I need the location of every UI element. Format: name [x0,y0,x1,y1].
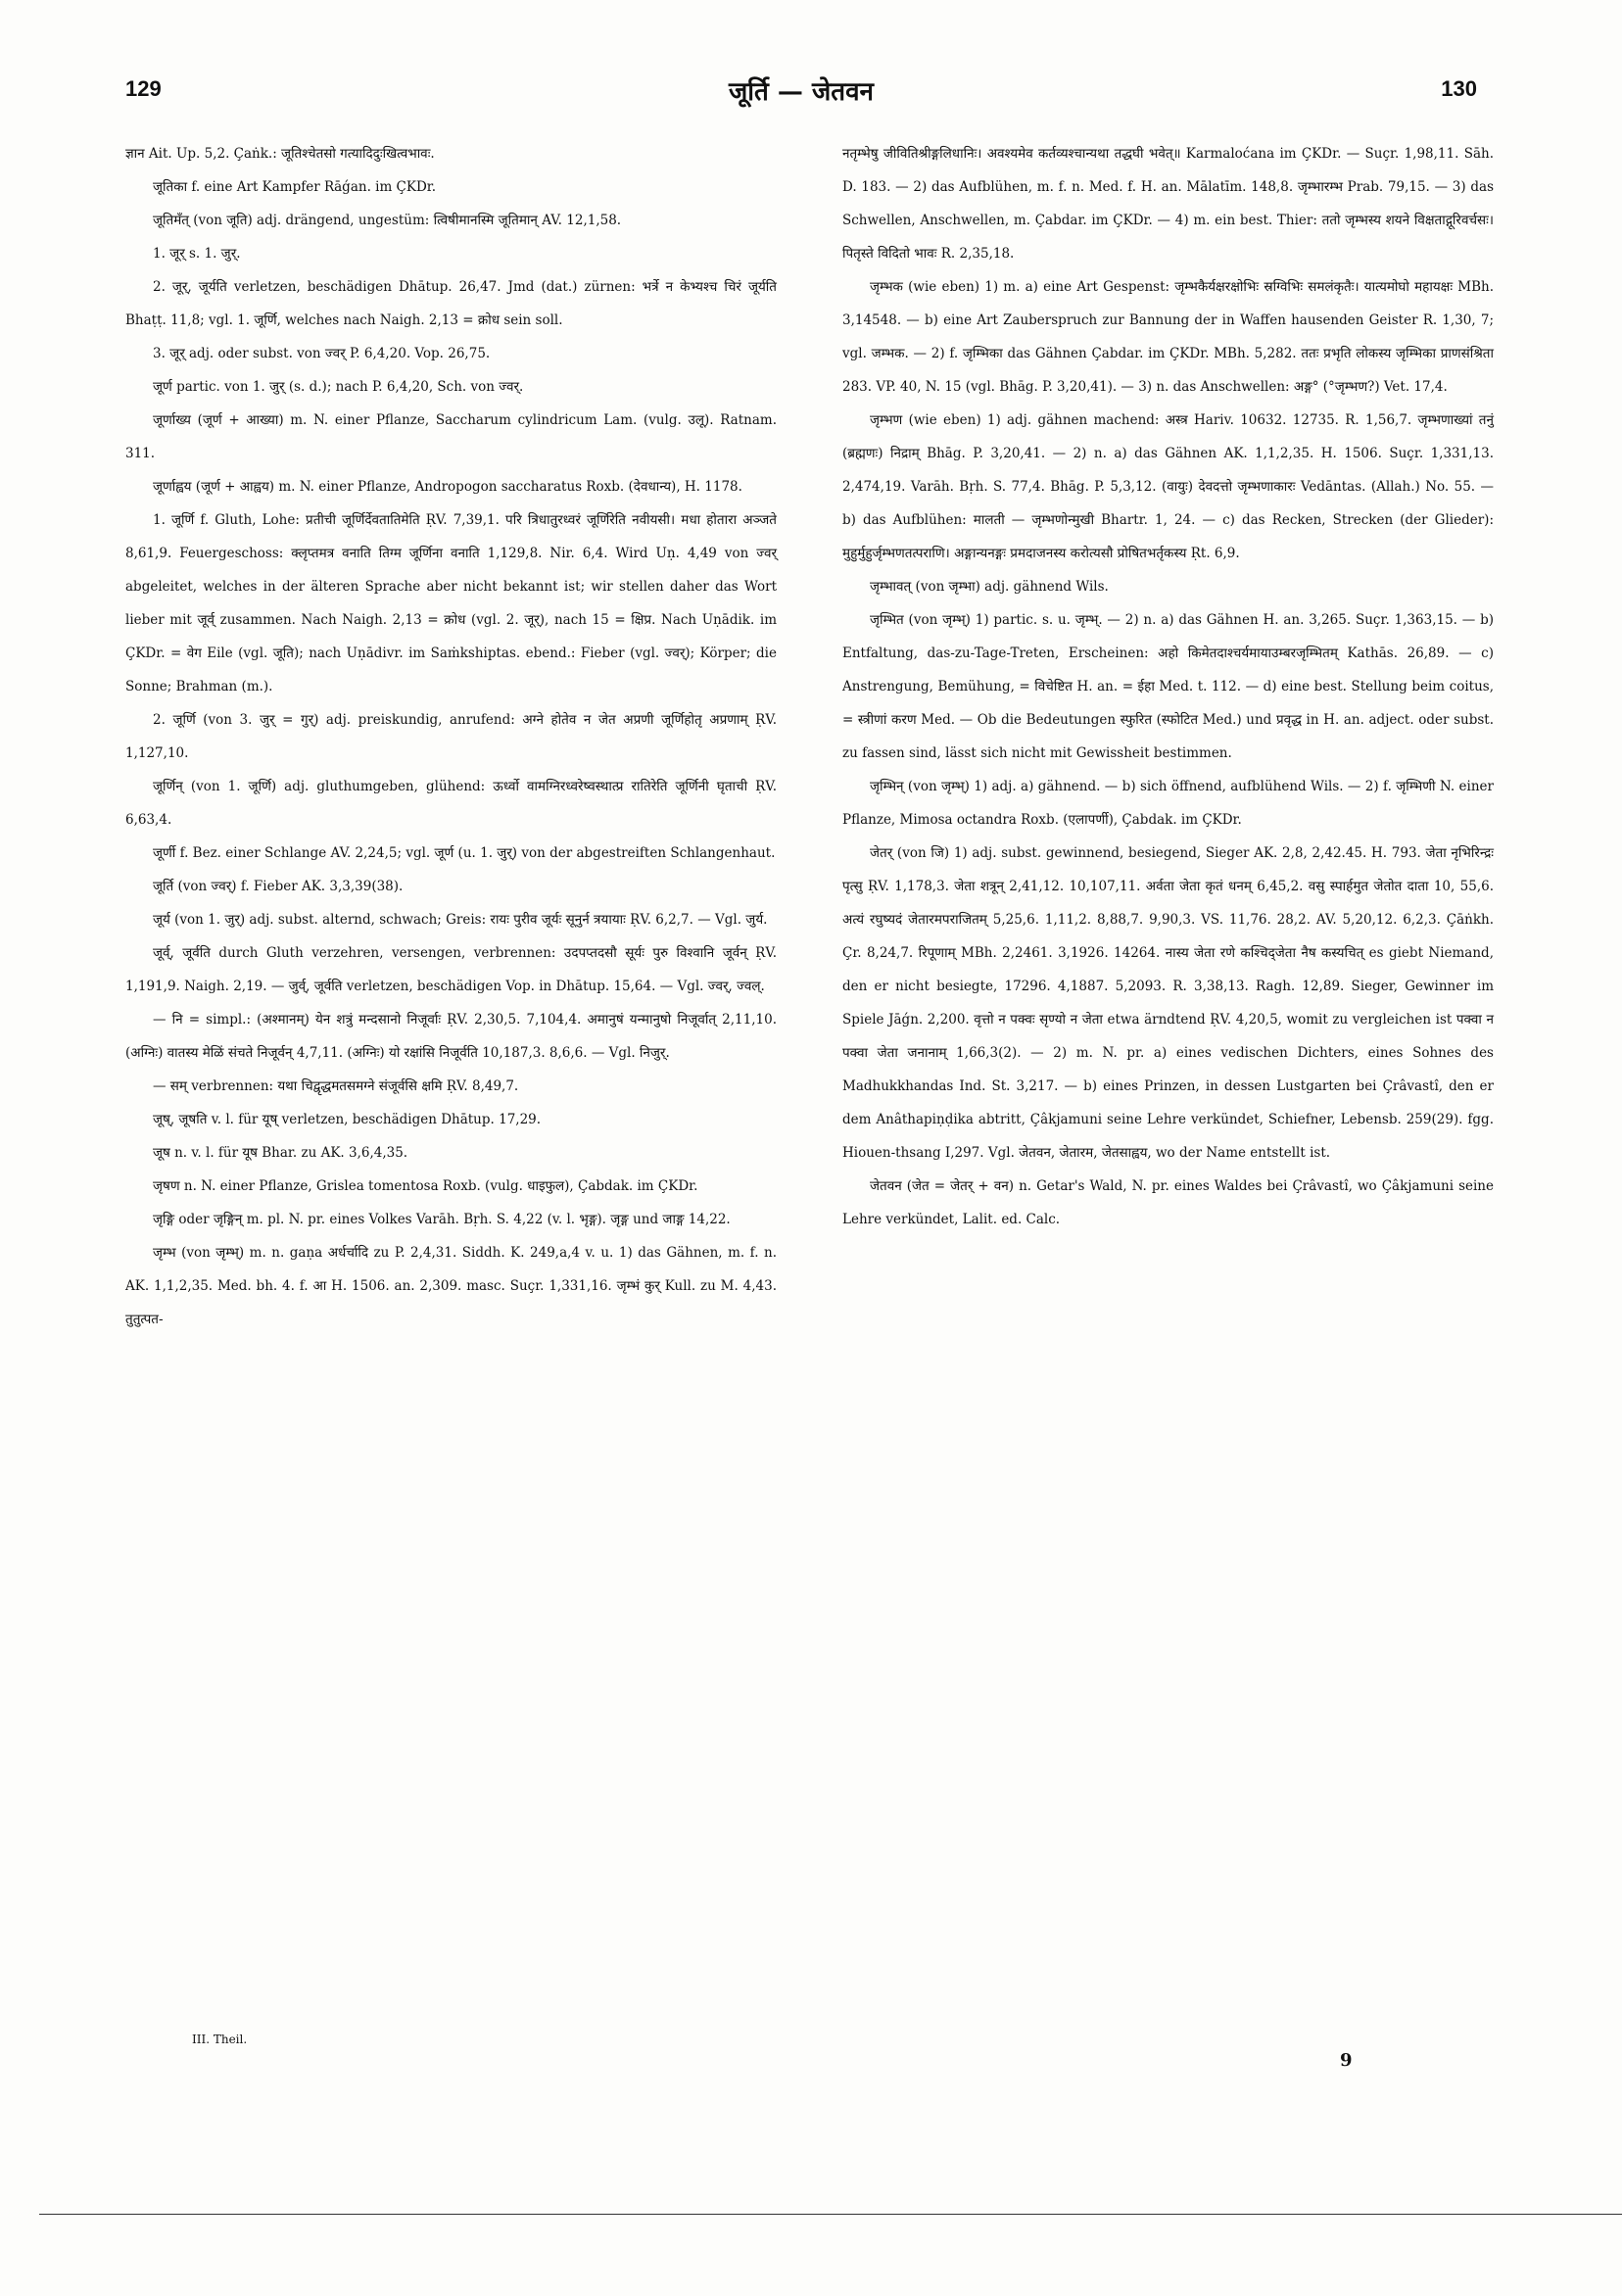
dictionary-entry: 1. जूर्णि f. Gluth, Lohe: प्रतीची जूर्णिर्देवतातिमेति ṚV. 7,39,1. परि त्रिधातुरध्वरं जूर्णिरेति नवीयसी। मधा होतारा अञ्जते 8,61,9. Feuergeschoss: क्लृप्तमत्र वनाति तिग्म जूर्णिना वनाति 1,129,8. Nir. 6,4. Wird Uṇ. 4,49 von ज्वर् abgeleitet, welches in der älteren Sprache aber nicht bekannt ist; wir stellen daher das Wort lieber mit जूर्व् zusammen. Nach Naigh. 2,13 = क्रोध (vgl. 2. जूर्), nach 15 = क्षिप्र. Nach Uṇādik. im ÇKDr. = वेग Eile (vgl. जूति); nach Uṇādivr. im Saṁkshiptas. ebend.: Fieber (vgl. ज्वर्); Körper; die Sonne; Brahman (m.). [125,512,777,694]
page-number-right: 130 [1441,76,1477,101]
dictionary-entry: जूर्णी f. Bez. einer Schlange AV. 2,24,5; vgl. जूर्ण (u. 1. जुर्) von der abgestreiften Schlangenhaut. [153,845,776,861]
dictionary-entry: जूर्णाख्य (जूर्ण + आख्या) m. N. einer Pflanze, Saccharum cylindricum Lam. (vulg. उलू). Ratnam. 311. [125,412,777,461]
dictionary-entry: जृङ्गि oder जृङ्गिन् m. pl. N. pr. eines Volkes Varāh. Bṛh. S. 4,22 (v. l. भृङ्ग). जृङ्ग und जाङ्ग 14,22. [153,1212,731,1227]
dictionary-entry: जृम्भिन् (von जृम्भ्) 1) adj. a) gähnend. — b) sich öffnend, aufblühend Wils. — 2) f. जृम्भिणी N. einer Pflanze, Mimosa octandra Roxb. (एलापर्णी), Çabdak. im ÇKDr. [842,779,1494,828]
dictionary-entry: जृम्भक (wie eben) 1) m. a) eine Art Gespenst: जृम्भकैर्यक्षरक्षोभिः स्रग्विभिः समलंकृतैः। यात्यमोघो महायक्षः MBh. 3,14548. — b) eine Art Zauberspruch zur Bannung der in Waffen hausenden Geister R. 1,30, 7; vgl. जम्भक. — 2) f. जृम्भिका das Gähnen Çabdar. im ÇKDr. MBh. 5,282. ततः प्रभृति लोकस्य जृम्भिका प्राणसंश्रिता 283. VP. 40, N. 15 (vgl. Bhāg. P. 3,20,41). — 3) n. das Anschwellen: अङ्ग° (°जृम्भण?) Vet. 17,4. [842,279,1494,395]
dictionary-entry: — सम् verbrennen: यथा चिद्वृद्धमतसमग्ने संजूर्वसि क्षमि ṚV. 8,49,7. [153,1078,519,1094]
right-column [842,137,1494,1236]
dictionary-entry: जृम्भित (von जृम्भ्) 1) partic. s. u. जृम्भ्. — 2) n. a) das Gähnen H. an. 3,265. Suçr. 1,363,15. — b) Entfaltung, das-zu-Tage-Treten, Erscheinen: अहो किमेतदाश्चर्यमायाउम्बरजृम्भितम् Kathās. 26,89. — c) Anstrengung, Bemühung, = विचेष्टित H. an. = ईहा Med. t. 112. — d) eine best. Stellung beim coitus, = स्त्रीणां करण Med. — Ob die Bedeutungen स्फुरित (स्फोटित Med.) und प्रवृद्ध in H. an. adject. oder subst. zu fassen sind, lässt sich nicht mit Gewissheit bestimmen. [842,612,1494,761]
left-column [125,137,777,1336]
running-header [125,76,1477,116]
dictionary-entry: जृम्भावत् (von जृम्भा) adj. gähnend Wils. [870,579,1109,595]
dictionary-entry: 3. जूर् adj. oder subst. von ज्वर् P. 6,4,20. Vop. 26,75. [153,346,491,361]
signature-mark: III. Theil. [192,2033,248,2046]
dictionary-entry: जृम्भ (von जृम्भ्) m. n. gaṇa अर्धर्चादि zu P. 2,4,31. Siddh. K. 249,a,4 v. u. 1) das Gähnen, m. f. n. AK. 1,1,2,35. Med. bh. 4. f. आ H. 1506. an. 2,309. masc. Suçr. 1,331,16. जृम्भं कुर् Kull. zu M. 4,43. तुतुत्पत- [125,1245,777,1327]
dictionary-entry: जृषण n. N. einer Pflanze, Grislea tomentosa Roxb. (vulg. धाइफुल), Çabdak. im ÇKDr. [153,1178,698,1194]
scan-edge-rule [39,2214,1622,2215]
dictionary-entry: 1. जूर् s. 1. जुर्. [153,246,241,262]
dictionary-entry: जेतर् (von जि) 1) adj. subst. gewinnend, besiegend, Sieger AK. 2,8, 2,42.45. H. 793. जेता नृभिरिन्द्रः पृत्सु ṚV. 1,178,3. जेता शत्रून् 2,41,12. 10,107,11. अर्वता जेता कृतं धनम् 6,45,2. वसु स्पार्हमुत जेतोत दाता 10, 55,6. अत्यं रघुष्यदं जेतारमपराजितम् 5,25,6. 1,11,2. 8,88,7. 9,90,3. VS. 11,76. 28,2. AV. 5,20,12. 6,2,3. Çāṅkh. Çr. 8,24,7. रिपूणाम् MBh. 2,2461. 3,1926. 14264. नास्य जेता रणे कश्चिद्जेता नैष कस्यचित् es giebt Niemand, den er nicht besiegte, 17296. 4,1887. 5,2093. R. 3,38,13. Ragh. 12,89. Sieger, Gewinner im Spiele Jāǵn. 2,200. वृत्तो न पक्वः सृण्यो न जेता etwa ärndtend ṚV. 4,20,5, womit zu vergleichen ist पक्वा न पक्वा जेता जनानाम् 1,66,3(2). — 2) m. N. pr. a) eines vedischen Dichters, eines Sohnes des Madhukkhandas Ind. St. 3,217. — b) eines Prinzen, in dessen Lustgarten bei Çrâvastî, den er dem Anâthapiṇḍika abtritt, Çâkjamuni seine Lehre verkündet, Schiefner, Lebensb. 259(29). fgg. Hiouen-thsang I,297. Vgl. जेतवन, जेतारम, जेतसाह्वय, wo der Name entstellt ist. [842,845,1494,1161]
dictionary-entry: जूष n. v. l. für यूष Bhar. zu AK. 3,6,4,35. [153,1145,408,1161]
dictionary-entry: जूतिका f. eine Art Kampfer Rāǵan. im ÇKDr. [153,179,437,195]
dictionary-entry: ज्ञान Ait. Up. 5,2. Çaṅk.: जूतिश्चेतसो गत्यादिदुःखित्वभावः. [125,146,435,162]
dictionary-entry: जूर्णिन् (von 1. जूर्णि) adj. gluthumgeben, glühend: ऊर्ध्वो वामग्निरध्वरेष्वस्थात्प्र रातिरेति जूर्णिनी घृताची ṚV. 6,63,4. [125,779,777,828]
dictionary-entry: जूर्ण partic. von 1. जुर् (s. d.); nach P. 6,4,20, Sch. von ज्वर्. [153,379,524,395]
dictionary-entry: — नि = simpl.: (अश्मानम्) येन शत्रुं मन्दसानो निजूर्वाः ṚV. 2,30,5. 7,104,4. अमानुषं यन्मानुषो निजूर्वात् 2,11,10. (अग्निः) वातस्य मेळिं संचते निजूर्वन् 4,7,11. (अग्निः) यो रक्षांसि निजूर्वति 10,187,3. 8,6,6. — Vgl. निजुर्. [125,1012,777,1061]
dictionary-entry: 2. जूर्णि (von 3. जुर् = गुर्) adj. preiskundig, anrufend: अग्ने होतेव न जेत अप्रणी जूर्णिहोतृ अप्रणाम् ṚV. 1,127,10. [125,712,777,761]
page-number-left: 129 [125,76,162,101]
dictionary-entry: जृम्भण (wie eben) 1) adj. gähnen machend: अस्त्र Hariv. 10632. 12735. R. 1,56,7. जृम्भणाख्यां तनुं (ब्रह्मणः) निद्राम् Bhāg. P. 3,20,41. — 2) n. a) das Gähnen AK. 1,1,2,35. H. 1506. Suçr. 1,331,13. 2,474,19. Varāh. Bṛh. S. 77,4. Bhāg. P. 5,3,12. (वायुः) देवदत्तो जृम्भणाकारः Vedāntas. (Allah.) No. 55. — b) das Aufblühen: मालती — जृम्भणोन्मुखी Bhartr. 1, 24. — c) das Recken, Strecken (der Glieder): मुहुर्मुहुर्जृम्भणतत्पराणि। अङ्गान्यनङ्गः प्रमदाजनस्य करोत्यसौ प्रोषितभर्तृकस्य Ṛt. 6,9. [842,412,1494,561]
dictionary-entry: जूष्, जूषति v. l. für यूष् verletzen, beschädigen Dhātup. 17,29. [153,1112,542,1127]
dictionary-entry: 2. जूर्, जूर्यति verletzen, beschädigen Dhātup. 26,47. Jmd (dat.) zürnen: भर्त्रे न केभ्यश्च चिरं जूर्यति Bhaṭṭ. 11,8; vgl. 1. जूर्णि, welches nach Naigh. 2,13 = क्रोध sein soll. [125,279,777,328]
header-headwords: जूर्ति — जेतवन [729,77,874,107]
dictionary-entry: जेतवन (जेत = जेतर् + वन) n. Getar's Wald, N. pr. eines Waldes bei Çrâvastî, wo Çâkjamuni seine Lehre verkündet, Lalit. ed. Calc. [842,1178,1494,1227]
dictionary-entry: जूर्य (von 1. जुर्) adj. subst. alternd, schwach; Greis: रायः पुरीव जूर्यः सूनुर्न त्रयायाः ṚV. 6,2,7. — Vgl. जुर्य. [153,912,768,928]
dictionary-entry: जूतिमँत् (von जूति) adj. drängend, ungestüm: त्विषीमानस्मि जूतिमान् AV. 12,1,58. [153,213,622,228]
dictionary-entry: जूर्णाह्वय (जूर्ण + आह्वय) m. N. einer Pflanze, Andropogon saccharatus Roxb. (देवधान्य), H. 1178. [153,479,742,495]
dictionary-entry: नतृम्भेषु जीवितिश्रीङ्गलिधानिः। अवश्यमेव कर्तव्यश्चान्यथा तद्धघी भवेत्॥ Karmaloćana im ÇKDr. — Suçr. 1,98,11. Sāh. D. 183. — 2) das Aufblühen, m. f. n. Med. f. H. an. Mālatīm. 148,8. जृम्भारम्भ Prab. 79,15. — 3) das Schwellen, Anschwellen, m. Çabdar. im ÇKDr. — 4) m. ein best. Thier: ततो जृम्भस्य शयने विक्षताद्गूरिवर्चसः। पितृस्ते विदितो भावः R. 2,35,18. [842,146,1494,262]
sheet-number: 9 [1340,2050,1353,2071]
dictionary-entry: जूर्व्, जूर्वति durch Gluth verzehren, versengen, verbrennen: उदपप्तदसौ सूर्यः पुरु विश्वानि जूर्वन् ṚV. 1,191,9. Naigh. 2,19. — जुर्व्, जूर्वति verletzen, beschädigen Vop. in Dhātup. 15,64. — Vgl. ज्वर्, ज्वल्. [125,945,777,994]
dictionary-entry: जूर्ति (von ज्वर्) f. Fieber AK. 3,3,39(38). [153,879,404,894]
